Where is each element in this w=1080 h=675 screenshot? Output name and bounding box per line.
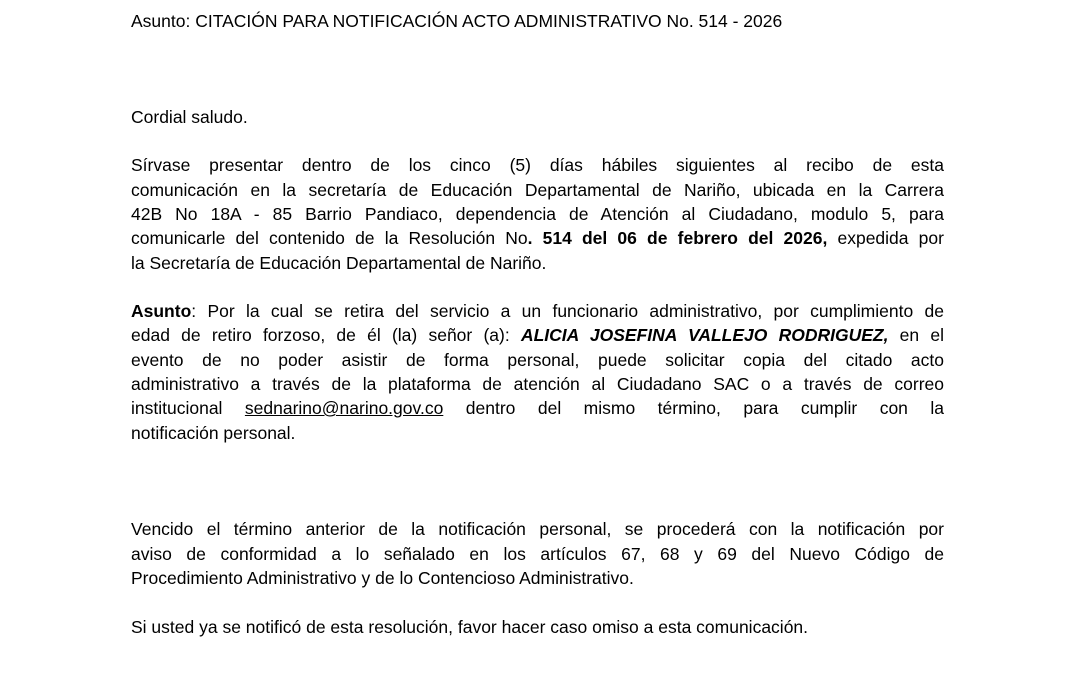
paragraph-2-line-3-text: evento de no poder asistir de forma personal, puede solicitar copia del citado acto xyxy=(131,350,944,370)
paragraph-3-line-2-text: aviso de conformidad a lo señalado en los artículos 67, 68 y 69 del Nuevo Código de xyxy=(131,544,944,564)
paragraph-3-line-1 xyxy=(131,519,944,539)
paragraph-2-line-1-text xyxy=(131,301,944,321)
resolution-number: . 514 del 06 de febrero del 2026, xyxy=(527,228,828,248)
retiro-text: edad de retiro forzoso, de él (la) señor (a): xyxy=(131,325,521,345)
paragraph-2-line-4 xyxy=(131,374,944,394)
paragraph-3-line-3: Procedimiento Administrativo y de lo Contencioso Administrativo. xyxy=(131,568,634,588)
subject-line: Asunto: CITACIÓN PARA NOTIFICACIÓN ACTO ADMINISTRATIVO No. 514 - 2026 xyxy=(131,11,783,31)
institucional-text: institucional xyxy=(131,398,245,418)
paragraph-3-line-2 xyxy=(131,544,944,564)
paragraph-2-line-5 xyxy=(131,398,944,418)
retiro-tail: en el xyxy=(888,325,944,345)
email-link[interactable]: sednarino@narino.gov.co xyxy=(244,398,444,418)
paragraph-3-line-1-text: Vencido el término anterior de la notificación personal, se procederá con la notificación por xyxy=(131,519,944,539)
paragraph-1-line-1-text: Sírvase presentar dentro de los cinco (5) días hábiles siguientes al recibo de esta xyxy=(131,155,944,175)
paragraph-1-line-4-text xyxy=(131,228,944,248)
asunto-label: Asunto xyxy=(131,301,192,321)
paragraph-2-line-5-text xyxy=(131,398,944,418)
person-name: ALICIA JOSEFINA VALLEJO RODRIGUEZ, xyxy=(520,325,889,345)
paragraph-1-line-2-text: comunicación en la secretaría de Educación Departamental de Nariño, ubicada en la Carrera xyxy=(131,180,944,200)
paragraph-2-line-2 xyxy=(131,325,944,345)
paragraph-2-line-4-text: administrativo a través de la plataforma de atención al Ciudadano SAC o a través de correo xyxy=(131,374,944,394)
resolution-intro: comunicarle del contenido de la Resolución No xyxy=(131,228,528,248)
paragraph-1-line-3 xyxy=(131,204,944,224)
paragraph-4: Si usted ya se notificó de esta resolución, favor hacer caso omiso a esta comunicación. xyxy=(131,617,809,637)
paragraph-1-line-2 xyxy=(131,180,944,200)
paragraph-2-line-3 xyxy=(131,350,944,370)
email-tail: dentro del mismo término, para cumplir con la xyxy=(443,398,944,418)
paragraph-1-line-4 xyxy=(131,228,944,248)
paragraph-1-line-1 xyxy=(131,155,944,175)
asunto-text: : Por la cual se retira del servicio a un funcionario administrativo, por cumplimiento de xyxy=(191,301,944,321)
greeting: Cordial saludo. xyxy=(131,107,248,127)
paragraph-1-line-5: la Secretaría de Educación Departamental de Nariño. xyxy=(131,253,547,273)
paragraph-2-line-6: notificación personal. xyxy=(131,423,296,443)
paragraph-1-line-3-text: 42B No 18A - 85 Barrio Pandiaco, dependencia de Atención al Ciudadano, modulo 5, para xyxy=(131,204,944,224)
paragraph-2-line-1 xyxy=(131,301,944,321)
paragraph-2-line-2-text xyxy=(131,325,944,345)
resolution-tail: expedida por xyxy=(827,228,944,248)
